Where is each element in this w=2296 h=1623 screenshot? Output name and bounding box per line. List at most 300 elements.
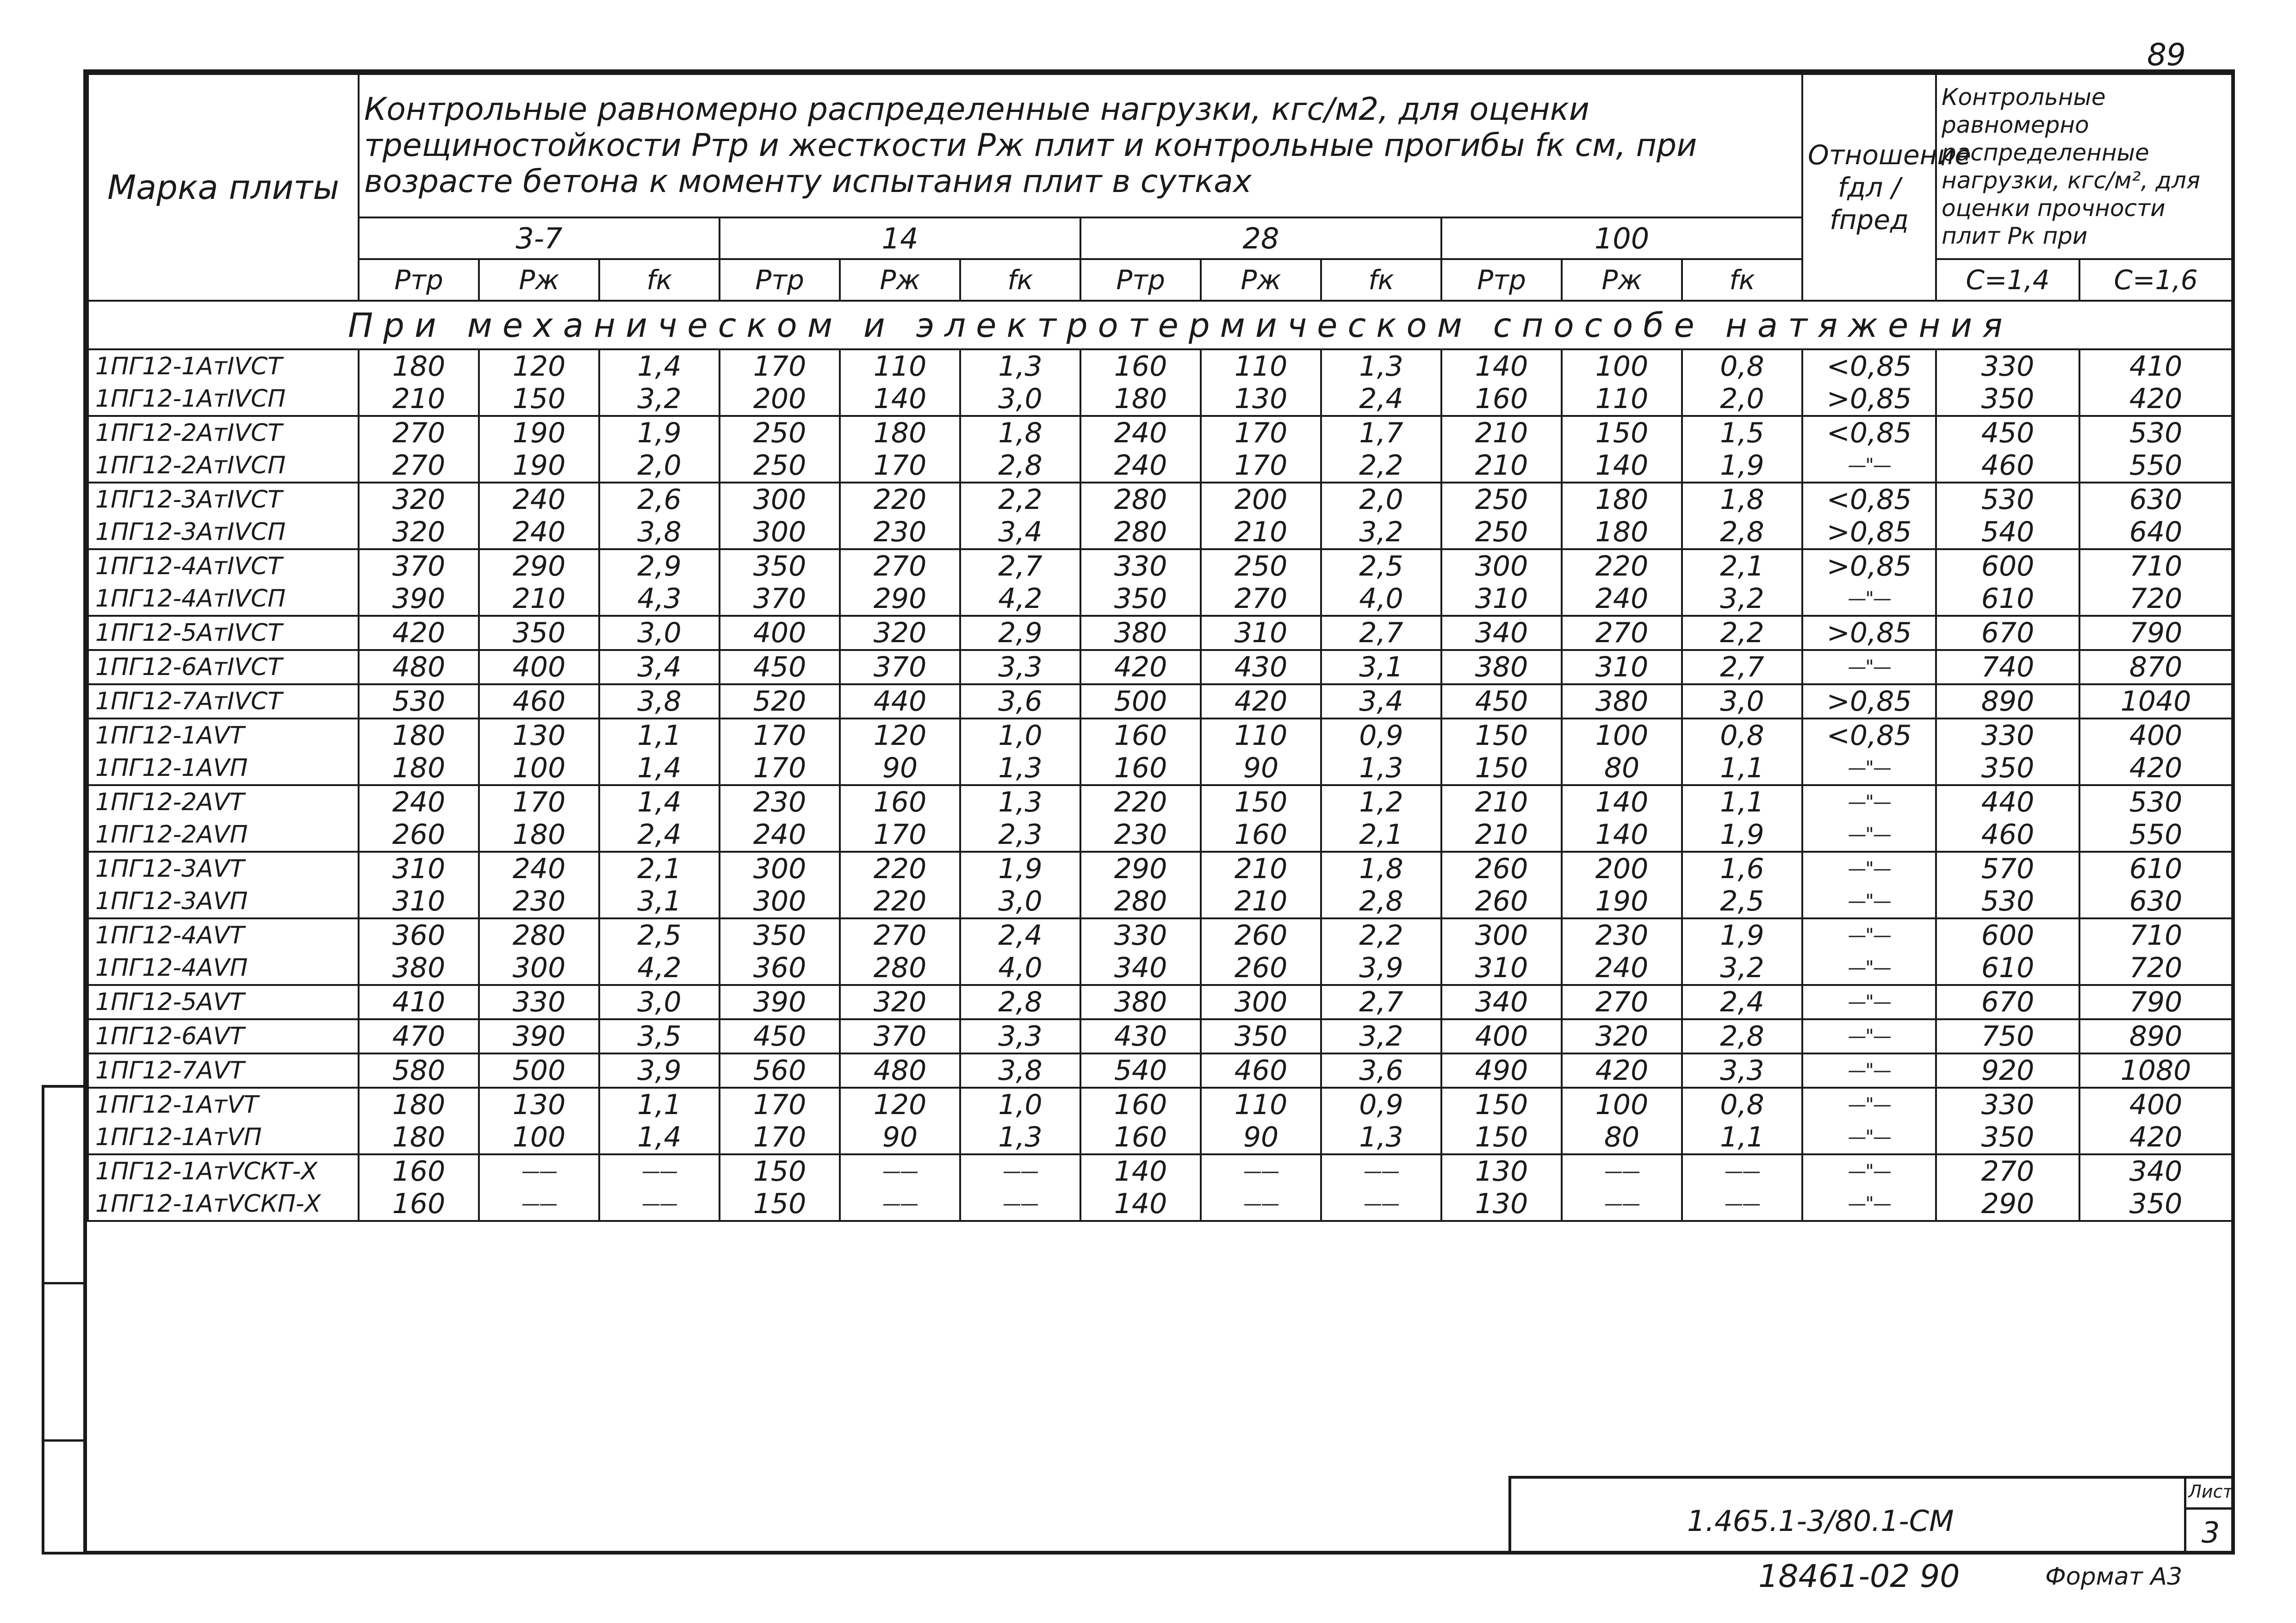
table-cell: 330 xyxy=(1080,549,1201,582)
table-cell: 2,7 xyxy=(1682,650,1802,684)
header-main-title: Контрольные равномерно распределенные нагрузки, кгс/м2, для оценки трещиностойкости Ртр и жесткости Рж плит и контрольные прогибы fк см, при возрасте бетона к моменту испытания плит в сутках xyxy=(359,74,1802,217)
header-sub: Рж xyxy=(840,259,960,301)
ratio-cell: —"— xyxy=(1802,752,1936,785)
table-cell: 210 xyxy=(479,582,599,616)
table-cell: 310 xyxy=(1441,952,1562,985)
header-sub: fк xyxy=(599,259,720,301)
strength-cell: 270 xyxy=(1936,1154,2079,1188)
plate-mark: 1ПГ12-1АтIVСТ xyxy=(88,349,359,383)
ratio-cell: —"— xyxy=(1802,1053,1936,1088)
table-cell: 0,8 xyxy=(1682,1088,1802,1121)
plate-mark: 1ПГ12-6АVТ xyxy=(88,1019,359,1053)
table-cell: 2,7 xyxy=(1321,985,1441,1019)
table-cell: 90 xyxy=(840,752,960,785)
table-cell: 3,0 xyxy=(960,383,1080,416)
table-cell: 410 xyxy=(359,985,479,1019)
strength-cell: 530 xyxy=(1936,885,2079,918)
table-row xyxy=(88,582,2232,616)
strength-cell: 710 xyxy=(2079,918,2232,952)
ratio-cell: <0,85 xyxy=(1802,483,1936,516)
plate-mark: 1ПГ12-1АтIVСП xyxy=(88,383,359,416)
table-cell: 260 xyxy=(1201,918,1321,952)
table-cell: 330 xyxy=(479,985,599,1019)
table-cell: 2,5 xyxy=(599,918,720,952)
strength-cell: 440 xyxy=(1936,785,2079,818)
table-cell: 1,1 xyxy=(1682,1121,1802,1154)
table-cell: 150 xyxy=(720,1154,840,1188)
table-cell: 3,8 xyxy=(599,516,720,549)
table-cell: 2,9 xyxy=(960,616,1080,650)
table-cell: 3,1 xyxy=(599,885,720,918)
table-cell: 300 xyxy=(1201,985,1321,1019)
table-row xyxy=(88,349,2232,383)
table-row xyxy=(88,383,2232,416)
loads-table xyxy=(87,73,2233,1222)
strength-cell: 570 xyxy=(1936,852,2079,885)
table-cell: 2,6 xyxy=(599,483,720,516)
table-cell: 200 xyxy=(1201,483,1321,516)
table-cell: 3,9 xyxy=(599,1053,720,1088)
table-cell: 2,1 xyxy=(1682,549,1802,582)
table-cell: 2,3 xyxy=(960,818,1080,852)
table-cell: 460 xyxy=(1201,1053,1321,1088)
table-cell: 1,3 xyxy=(960,785,1080,818)
table-cell: 130 xyxy=(479,1088,599,1121)
table-cell: 270 xyxy=(1562,616,1682,650)
table-cell: —— xyxy=(1201,1188,1321,1221)
ratio-cell: —"— xyxy=(1802,449,1936,483)
table-cell: 3,1 xyxy=(1321,650,1441,684)
table-cell: 250 xyxy=(1441,483,1562,516)
table-cell: 560 xyxy=(720,1053,840,1088)
table-cell: 170 xyxy=(1201,449,1321,483)
table-cell: 310 xyxy=(1201,616,1321,650)
table-cell: 1,1 xyxy=(1682,785,1802,818)
table-cell: 340 xyxy=(1441,985,1562,1019)
table-cell: 3,2 xyxy=(1321,516,1441,549)
table-cell: 180 xyxy=(359,349,479,383)
table-cell: 340 xyxy=(1080,952,1201,985)
table-cell: 320 xyxy=(840,985,960,1019)
strength-cell: 450 xyxy=(1936,416,2079,449)
table-cell: 2,2 xyxy=(1321,449,1441,483)
table-row xyxy=(88,952,2232,985)
table-cell: 300 xyxy=(479,952,599,985)
ratio-cell: <0,85 xyxy=(1802,719,1936,752)
strength-cell: 420 xyxy=(2079,752,2232,785)
table-cell: 270 xyxy=(1562,985,1682,1019)
table-cell: 300 xyxy=(720,516,840,549)
sheet-number-top: 89 xyxy=(2147,37,2186,73)
strength-cell: 870 xyxy=(2079,650,2232,684)
table-cell: 1,3 xyxy=(1321,1121,1441,1154)
ratio-cell: —"— xyxy=(1802,1121,1936,1154)
table-cell: 230 xyxy=(1562,918,1682,952)
strength-cell: 540 xyxy=(1936,516,2079,549)
plate-mark: 1ПГ12-2АтIVСП xyxy=(88,449,359,483)
table-cell: 250 xyxy=(720,449,840,483)
header-sub: Ртр xyxy=(359,259,479,301)
strength-cell: 720 xyxy=(2079,952,2232,985)
header-age: 28 xyxy=(1080,217,1441,259)
header-age: 100 xyxy=(1441,217,1802,259)
table-cell: 250 xyxy=(720,416,840,449)
strength-cell: 330 xyxy=(1936,1088,2079,1121)
table-cell: 1,4 xyxy=(599,785,720,818)
strength-cell: 290 xyxy=(1936,1188,2079,1221)
table-cell: 0,9 xyxy=(1321,719,1441,752)
table-cell: 3,8 xyxy=(960,1053,1080,1088)
table-cell: 180 xyxy=(359,1121,479,1154)
table-cell: 2,7 xyxy=(1321,616,1441,650)
table-cell: 2,0 xyxy=(599,449,720,483)
table-cell: 3,2 xyxy=(1321,1019,1441,1053)
table-cell: 140 xyxy=(1441,349,1562,383)
strength-cell: 890 xyxy=(1936,684,2079,719)
binding-strip xyxy=(42,1085,83,1555)
strength-cell: 740 xyxy=(1936,650,2079,684)
sheet-label: Лист xyxy=(2188,1481,2233,1502)
table-cell: 1,4 xyxy=(599,752,720,785)
ratio-cell: <0,85 xyxy=(1802,349,1936,383)
ratio-cell: —"— xyxy=(1802,1188,1936,1221)
strength-cell: 550 xyxy=(2079,818,2232,852)
table-cell: 120 xyxy=(479,349,599,383)
table-cell: 4,0 xyxy=(1321,582,1441,616)
table-cell: 3,6 xyxy=(1321,1053,1441,1088)
header-strength: Контрольные равномерно распределенные нагрузки, кгс/м², для оценки прочности плит Рк при xyxy=(1936,74,2232,259)
table-cell: 230 xyxy=(479,885,599,918)
table-cell: 1,3 xyxy=(960,752,1080,785)
plate-mark: 1ПГ12-1АтVТ xyxy=(88,1088,359,1121)
ratio-cell: —"— xyxy=(1802,650,1936,684)
table-cell: 170 xyxy=(720,1088,840,1121)
ratio-cell: —"— xyxy=(1802,985,1936,1019)
ratio-cell: —"— xyxy=(1802,1088,1936,1121)
ratio-cell: —"— xyxy=(1802,785,1936,818)
table-row xyxy=(88,549,2232,582)
plate-mark: 1ПГ12-1АVТ xyxy=(88,719,359,752)
table-cell: —— xyxy=(840,1154,960,1188)
table-cell: 160 xyxy=(1201,818,1321,852)
document-code: 1.465.1-3/80.1-СМ xyxy=(1687,1504,1954,1538)
table-cell: 150 xyxy=(720,1188,840,1221)
table-cell: 0,9 xyxy=(1321,1088,1441,1121)
table-cell: 400 xyxy=(1441,1019,1562,1053)
table-cell: 160 xyxy=(1080,719,1201,752)
table-cell: 350 xyxy=(1080,582,1201,616)
table-cell: 120 xyxy=(840,719,960,752)
table-cell: 3,2 xyxy=(1682,582,1802,616)
table-cell: 4,3 xyxy=(599,582,720,616)
table-cell: 240 xyxy=(359,785,479,818)
table-cell: 3,0 xyxy=(1682,684,1802,719)
header-mark: Марка плиты xyxy=(88,74,359,301)
table-cell: 260 xyxy=(1201,952,1321,985)
table-cell: 1,1 xyxy=(1682,752,1802,785)
header-c-value: С=1,6 xyxy=(2079,259,2232,301)
table-cell: 1,8 xyxy=(960,416,1080,449)
table-cell: 3,3 xyxy=(960,650,1080,684)
table-row xyxy=(88,1154,2232,1188)
table-cell: 180 xyxy=(1562,516,1682,549)
table-row xyxy=(88,918,2232,952)
table-cell: 150 xyxy=(1441,1088,1562,1121)
table-cell: 420 xyxy=(1201,684,1321,719)
table-cell: 420 xyxy=(1562,1053,1682,1088)
header-sub: fк xyxy=(1682,259,1802,301)
table-cell: 450 xyxy=(1441,684,1562,719)
plate-mark: 1ПГ12-1АтVСКП-Х xyxy=(88,1188,359,1221)
strength-cell: 530 xyxy=(2079,416,2232,449)
table-cell: 470 xyxy=(359,1019,479,1053)
table-row xyxy=(88,1019,2232,1053)
table-cell: 3,9 xyxy=(1321,952,1441,985)
table-cell: —— xyxy=(599,1154,720,1188)
table-cell: 320 xyxy=(1562,1019,1682,1053)
sheet-box xyxy=(2184,1479,2235,1555)
table-cell: 2,2 xyxy=(1321,918,1441,952)
table-cell: 160 xyxy=(1080,1121,1201,1154)
table-cell: 1,3 xyxy=(960,1121,1080,1154)
table-cell: 230 xyxy=(840,516,960,549)
table-cell: 150 xyxy=(1562,416,1682,449)
table-row xyxy=(88,616,2232,650)
table-cell: 3,4 xyxy=(1321,684,1441,719)
table-cell: 380 xyxy=(1441,650,1562,684)
table-cell: 160 xyxy=(1080,1088,1201,1121)
table-cell: 170 xyxy=(720,752,840,785)
table-cell: 3,2 xyxy=(599,383,720,416)
table-cell: 450 xyxy=(720,1019,840,1053)
table-cell: 350 xyxy=(1201,1019,1321,1053)
table-body xyxy=(88,349,2232,1221)
table-cell: 300 xyxy=(1441,918,1562,952)
plate-mark: 1ПГ12-4АтIVСТ xyxy=(88,549,359,582)
table-cell: 3,2 xyxy=(1682,952,1802,985)
table-cell: 3,0 xyxy=(599,985,720,1019)
table-cell: —— xyxy=(599,1188,720,1221)
table-cell: 0,8 xyxy=(1682,719,1802,752)
table-row xyxy=(88,1188,2232,1221)
ratio-cell: —"— xyxy=(1802,1154,1936,1188)
ratio-cell: >0,85 xyxy=(1802,549,1936,582)
table-cell: 1,5 xyxy=(1682,416,1802,449)
table-cell: 250 xyxy=(1201,549,1321,582)
table-row xyxy=(88,852,2232,885)
table-row xyxy=(88,449,2232,483)
strength-cell: 350 xyxy=(1936,1121,2079,1154)
table-cell: 140 xyxy=(1080,1188,1201,1221)
header-sub: Ртр xyxy=(720,259,840,301)
table-cell: 270 xyxy=(359,449,479,483)
title-block xyxy=(1508,1476,2235,1555)
strength-cell: 890 xyxy=(2079,1019,2232,1053)
table-cell: —— xyxy=(840,1188,960,1221)
table-cell: 2,4 xyxy=(1321,383,1441,416)
table-cell: 140 xyxy=(1562,818,1682,852)
table-cell: 110 xyxy=(1562,383,1682,416)
table-cell: 1,4 xyxy=(599,349,720,383)
table-cell: 320 xyxy=(840,616,960,650)
table-row xyxy=(88,1121,2232,1154)
table-cell: 300 xyxy=(720,852,840,885)
table-cell: 90 xyxy=(1201,752,1321,785)
table-cell: 3,3 xyxy=(960,1019,1080,1053)
table-cell: 1,1 xyxy=(599,1088,720,1121)
strength-cell: 710 xyxy=(2079,549,2232,582)
table-cell: 3,4 xyxy=(960,516,1080,549)
table-cell: 100 xyxy=(1562,1088,1682,1121)
table-cell: 270 xyxy=(359,416,479,449)
table-cell: 190 xyxy=(479,449,599,483)
table-cell: 440 xyxy=(840,684,960,719)
format-label: Формат А3 xyxy=(2045,1563,2183,1591)
table-cell: 1,6 xyxy=(1682,852,1802,885)
table-cell: 310 xyxy=(1441,582,1562,616)
table-cell: 500 xyxy=(479,1053,599,1088)
strength-cell: 350 xyxy=(1936,383,2079,416)
header-sub: Ртр xyxy=(1080,259,1201,301)
table-cell: 2,4 xyxy=(960,918,1080,952)
table-cell: 110 xyxy=(840,349,960,383)
table-cell: 1,2 xyxy=(1321,785,1441,818)
table-cell: 170 xyxy=(479,785,599,818)
table-cell: 260 xyxy=(1441,885,1562,918)
strength-cell: 550 xyxy=(2079,449,2232,483)
ratio-cell: >0,85 xyxy=(1802,516,1936,549)
table-cell: 3,3 xyxy=(1682,1053,1802,1088)
plate-mark: 1ПГ12-5АVТ xyxy=(88,985,359,1019)
table-cell: 280 xyxy=(479,918,599,952)
table-cell: 2,1 xyxy=(599,852,720,885)
strength-cell: 410 xyxy=(2079,349,2232,383)
header-age: 3-7 xyxy=(359,217,720,259)
table-header xyxy=(88,74,2232,349)
table-row xyxy=(88,516,2232,549)
table-cell: 170 xyxy=(720,719,840,752)
table-cell: 3,6 xyxy=(960,684,1080,719)
ratio-cell: —"— xyxy=(1802,852,1936,885)
ratio-cell: —"— xyxy=(1802,1019,1936,1053)
table-cell: 4,2 xyxy=(960,582,1080,616)
table-cell: 2,0 xyxy=(1321,483,1441,516)
table-cell: 170 xyxy=(840,449,960,483)
strength-cell: 1040 xyxy=(2079,684,2232,719)
table-cell: 210 xyxy=(359,383,479,416)
binding-divider xyxy=(44,1282,83,1284)
table-cell: 100 xyxy=(1562,719,1682,752)
strength-cell: 630 xyxy=(2079,483,2232,516)
strength-cell: 400 xyxy=(2079,719,2232,752)
strength-cell: 460 xyxy=(1936,818,2079,852)
table-cell: 160 xyxy=(359,1188,479,1221)
table-cell: 380 xyxy=(359,952,479,985)
plate-mark: 1ПГ12-3АVП xyxy=(88,885,359,918)
table-cell: 220 xyxy=(1562,549,1682,582)
table-cell: 290 xyxy=(840,582,960,616)
table-cell: 110 xyxy=(1201,719,1321,752)
table-cell: 390 xyxy=(359,582,479,616)
table-cell: 160 xyxy=(1080,752,1201,785)
table-cell: 350 xyxy=(720,918,840,952)
table-cell: 240 xyxy=(479,852,599,885)
table-cell: 210 xyxy=(1441,818,1562,852)
table-cell: —— xyxy=(1201,1154,1321,1188)
table-cell: 240 xyxy=(479,516,599,549)
table-row xyxy=(88,885,2232,918)
plate-mark: 1ПГ12-3АтIVСТ xyxy=(88,483,359,516)
archive-code: 18461-02 90 xyxy=(1758,1558,1960,1595)
table-cell: —— xyxy=(1682,1154,1802,1188)
table-cell: 480 xyxy=(359,650,479,684)
table-cell: 280 xyxy=(1080,516,1201,549)
table-cell: 1,8 xyxy=(1321,852,1441,885)
table-cell: 2,4 xyxy=(599,818,720,852)
table-cell: 90 xyxy=(1201,1121,1321,1154)
plate-mark: 1ПГ12-4АVТ xyxy=(88,918,359,952)
table-cell: 210 xyxy=(1201,852,1321,885)
table-cell: 280 xyxy=(840,952,960,985)
table-cell: 130 xyxy=(479,719,599,752)
table-cell: 290 xyxy=(479,549,599,582)
table-cell: 80 xyxy=(1562,752,1682,785)
header-ratio: Отношение fдл / fпред xyxy=(1802,74,1936,301)
strength-cell: 610 xyxy=(1936,582,2079,616)
table-cell: 150 xyxy=(1441,719,1562,752)
section-title: При механическом и электротермическом способе натяжения xyxy=(88,301,2232,349)
table-cell: 160 xyxy=(1080,349,1201,383)
table-cell: —— xyxy=(1321,1188,1441,1221)
table-cell: 220 xyxy=(1080,785,1201,818)
strength-cell: 460 xyxy=(1936,449,2079,483)
table-cell: 180 xyxy=(359,752,479,785)
table-cell: 200 xyxy=(1562,852,1682,885)
table-cell: 1,9 xyxy=(1682,818,1802,852)
table-cell: 520 xyxy=(720,684,840,719)
table-cell: 380 xyxy=(1080,616,1201,650)
table-cell: 80 xyxy=(1562,1121,1682,1154)
table-cell: 2,7 xyxy=(960,549,1080,582)
table-cell: 350 xyxy=(479,616,599,650)
table-cell: 430 xyxy=(1080,1019,1201,1053)
table-cell: 240 xyxy=(1562,952,1682,985)
table-cell: —— xyxy=(1682,1188,1802,1221)
table-cell: 2,0 xyxy=(1682,383,1802,416)
table-cell: 240 xyxy=(479,483,599,516)
strength-cell: 400 xyxy=(2079,1088,2232,1121)
table-cell: 110 xyxy=(1201,349,1321,383)
header-sub: fк xyxy=(1321,259,1441,301)
table-cell: 270 xyxy=(1201,582,1321,616)
table-cell: 2,8 xyxy=(1682,1019,1802,1053)
header-sub: Ртр xyxy=(1441,259,1562,301)
plate-mark: 1ПГ12-4АтIVСП xyxy=(88,582,359,616)
strength-cell: 530 xyxy=(1936,483,2079,516)
table-cell: 230 xyxy=(720,785,840,818)
plate-mark: 1ПГ12-2АVП xyxy=(88,818,359,852)
table-cell: 2,5 xyxy=(1682,885,1802,918)
table-cell: 400 xyxy=(479,650,599,684)
table-cell: 2,2 xyxy=(1682,616,1802,650)
table-cell: 180 xyxy=(359,1088,479,1121)
table-cell: 210 xyxy=(1441,449,1562,483)
table-cell: 100 xyxy=(1562,349,1682,383)
table-cell: 1,9 xyxy=(1682,449,1802,483)
table-cell: 350 xyxy=(720,549,840,582)
strength-cell: 350 xyxy=(2079,1188,2232,1221)
table-cell: —— xyxy=(1562,1154,1682,1188)
